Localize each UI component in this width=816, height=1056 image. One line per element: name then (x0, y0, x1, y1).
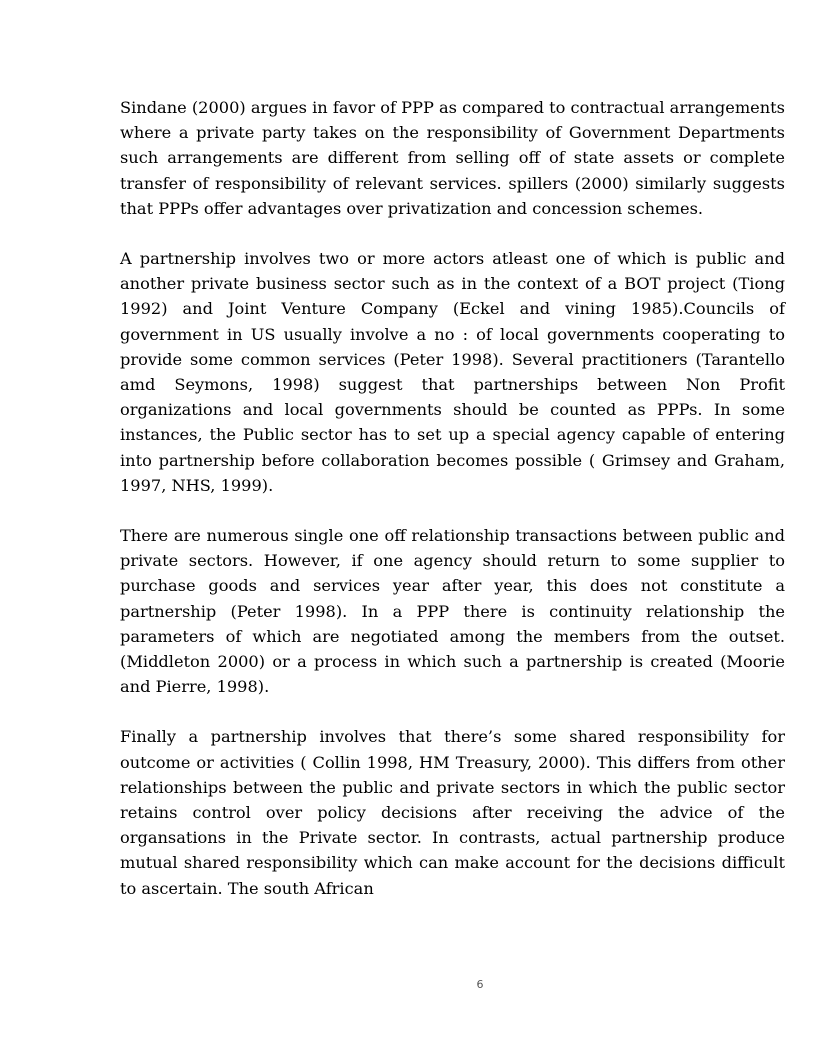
paragraph-partnership-actors: A partnership involves two or more actors atleast one of which is public and another private business sector such as in the context of a BOT project (Tiong 1992) and Joint Venture Company (Eckel and vining 1985).Councils of government in US usually involve a no : of local governments cooperating to provide some common services (Peter 1998). Several practitioners (Tarantello amd Seymons, 1998) suggest that partnerships between Non Profit organizations and local governments should be counted as PPPs. In some instances, the Public sector has to set up a special agency capable of entering into partnership before collaboration becomes possible ( Grimsey and Graham, 1997, NHS, 1999). (120, 249, 785, 495)
paragraph-sindane: Sindane (2000) argues in favor of PPP as compared to contractual arrangements where a private party takes on the responsibility of Government Departments such arrangements are different from selling off of state assets or complete transfer of responsibility of relevant services. spillers (2000) similarly suggests that PPPs offer advantages over privatization and concession schemes. (120, 98, 785, 218)
paragraph-shared-responsibility: Finally a partnership involves that there’s some shared responsibility for outcome or activities ( Collin 1998, HM Treasury, 2000). This differs from other relationships between the public and private sectors in which the public sector retains control over policy decisions after receiving the advice of the organsations in the Private sector. In contrasts, actual partnership produce mutual shared responsibility which can make account for the decisions difficult to ascertain. The south African (120, 727, 785, 898)
page-body (120, 95, 785, 901)
paragraph-transactions: There are numerous single one off relationship transactions between public and private sectors. However, if one agency should return to some supplier to purchase goods and services year after year, this does not constitute a partnership (Peter 1998). In a PPP there is continuity relationship the parameters of which are negotiated among the members from the outset.(Middleton 2000) or a process in which such a partnership is created (Moorie and Pierre, 1998). (120, 526, 785, 697)
page-number: 6 (476, 978, 484, 991)
